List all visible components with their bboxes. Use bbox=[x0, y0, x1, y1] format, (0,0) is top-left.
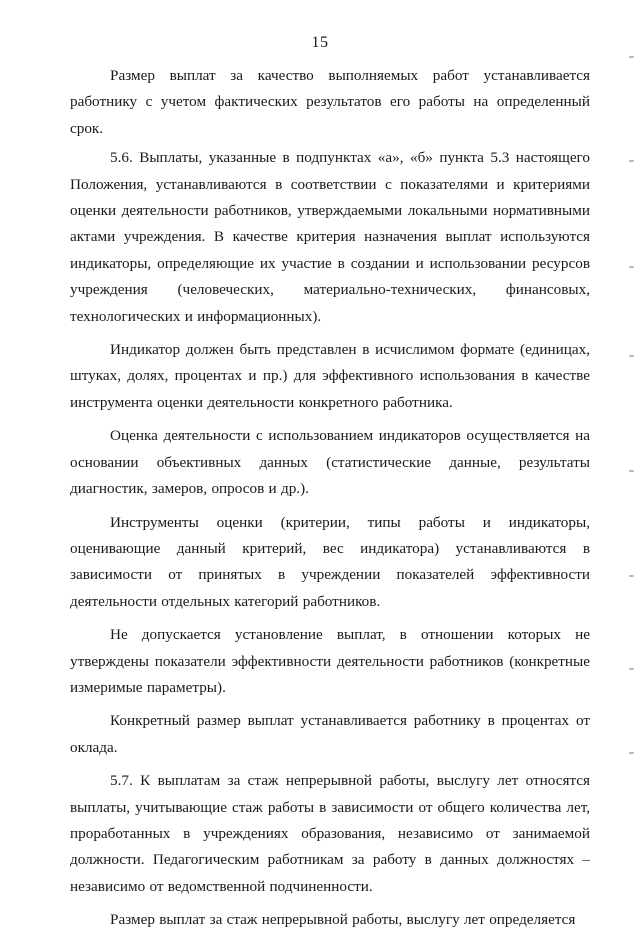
scan-artifact bbox=[629, 355, 634, 357]
scan-artifact bbox=[629, 470, 634, 472]
paragraph-specific-size: Конкретный размер выплат устанавливается работнику в процентах от оклада. bbox=[70, 712, 590, 756]
paragraph-evaluation: Оценка деятельности с использованием индикаторов осуществляется на основании объективных данных (статистические данные, результаты диагностик, замеров, опросов и др.). bbox=[70, 427, 590, 498]
paragraph-not-allowed: Не допускается установление выплат, в отношении которых не утверждены показатели эффективности деятельности работников (конкретные измеримые параметры). bbox=[70, 626, 590, 696]
paragraph-1: Размер выплат за качество выполняемых работ устанавливается работнику с учетом фактических результатов его работы на определенный срок. bbox=[70, 67, 590, 137]
scan-artifact bbox=[629, 56, 634, 58]
body-text bbox=[70, 63, 590, 941]
scan-artifact bbox=[629, 752, 634, 754]
paragraph-indicator: Индикатор должен быть представлен в исчислимом формате (единицах, штуках, долях, процентах и пр.) для эффективного использования в качестве инструмента оценки деятельности конкретного работника. bbox=[70, 341, 590, 411]
page-number: 15 bbox=[311, 34, 329, 51]
scan-artifact bbox=[629, 575, 634, 577]
scan-artifact bbox=[629, 160, 634, 162]
paragraph-instruments: Инструменты оценки (критерии, типы работы и индикаторы, оценивающие данный критерий, вес индикатора) устанавливаются в зависимости от принятых в учреждении показателей эффективности деятельности отдельных категорий работников. bbox=[70, 513, 590, 610]
paragraph-seniority-size: Размер выплат за стаж непрерывной работы, выслугу лет определяется bbox=[110, 911, 576, 929]
paragraph-5-6: 5.6. Выплаты, указанные в подпунктах «а», «б» пункта 5.3 настоящего Положения, устанавливаются в соответствии с показателями и критериями оценки деятельности работников, утверждаемыми локальными нормативными актами учреждения. В качестве критерия назначения выплат используются индикаторы, определяющие их участие в создании и использовании ресурсов учреждения (человеческих, материально-технических, финансовых, технологических и информационных). bbox=[70, 149, 590, 325]
scan-artifact bbox=[629, 668, 634, 670]
scan-artifact bbox=[629, 266, 634, 268]
paragraph-5-7: 5.7. К выплатам за стаж непрерывной работы, выслугу лет относятся выплаты, учитывающие стаж работы в зависимости от общего количества лет, проработанных в учреждениях образования, независимо от занимаемой должности. Педагогическим работникам за работу в данных должностях – независимо от ведомственной подчиненности. bbox=[70, 772, 590, 895]
